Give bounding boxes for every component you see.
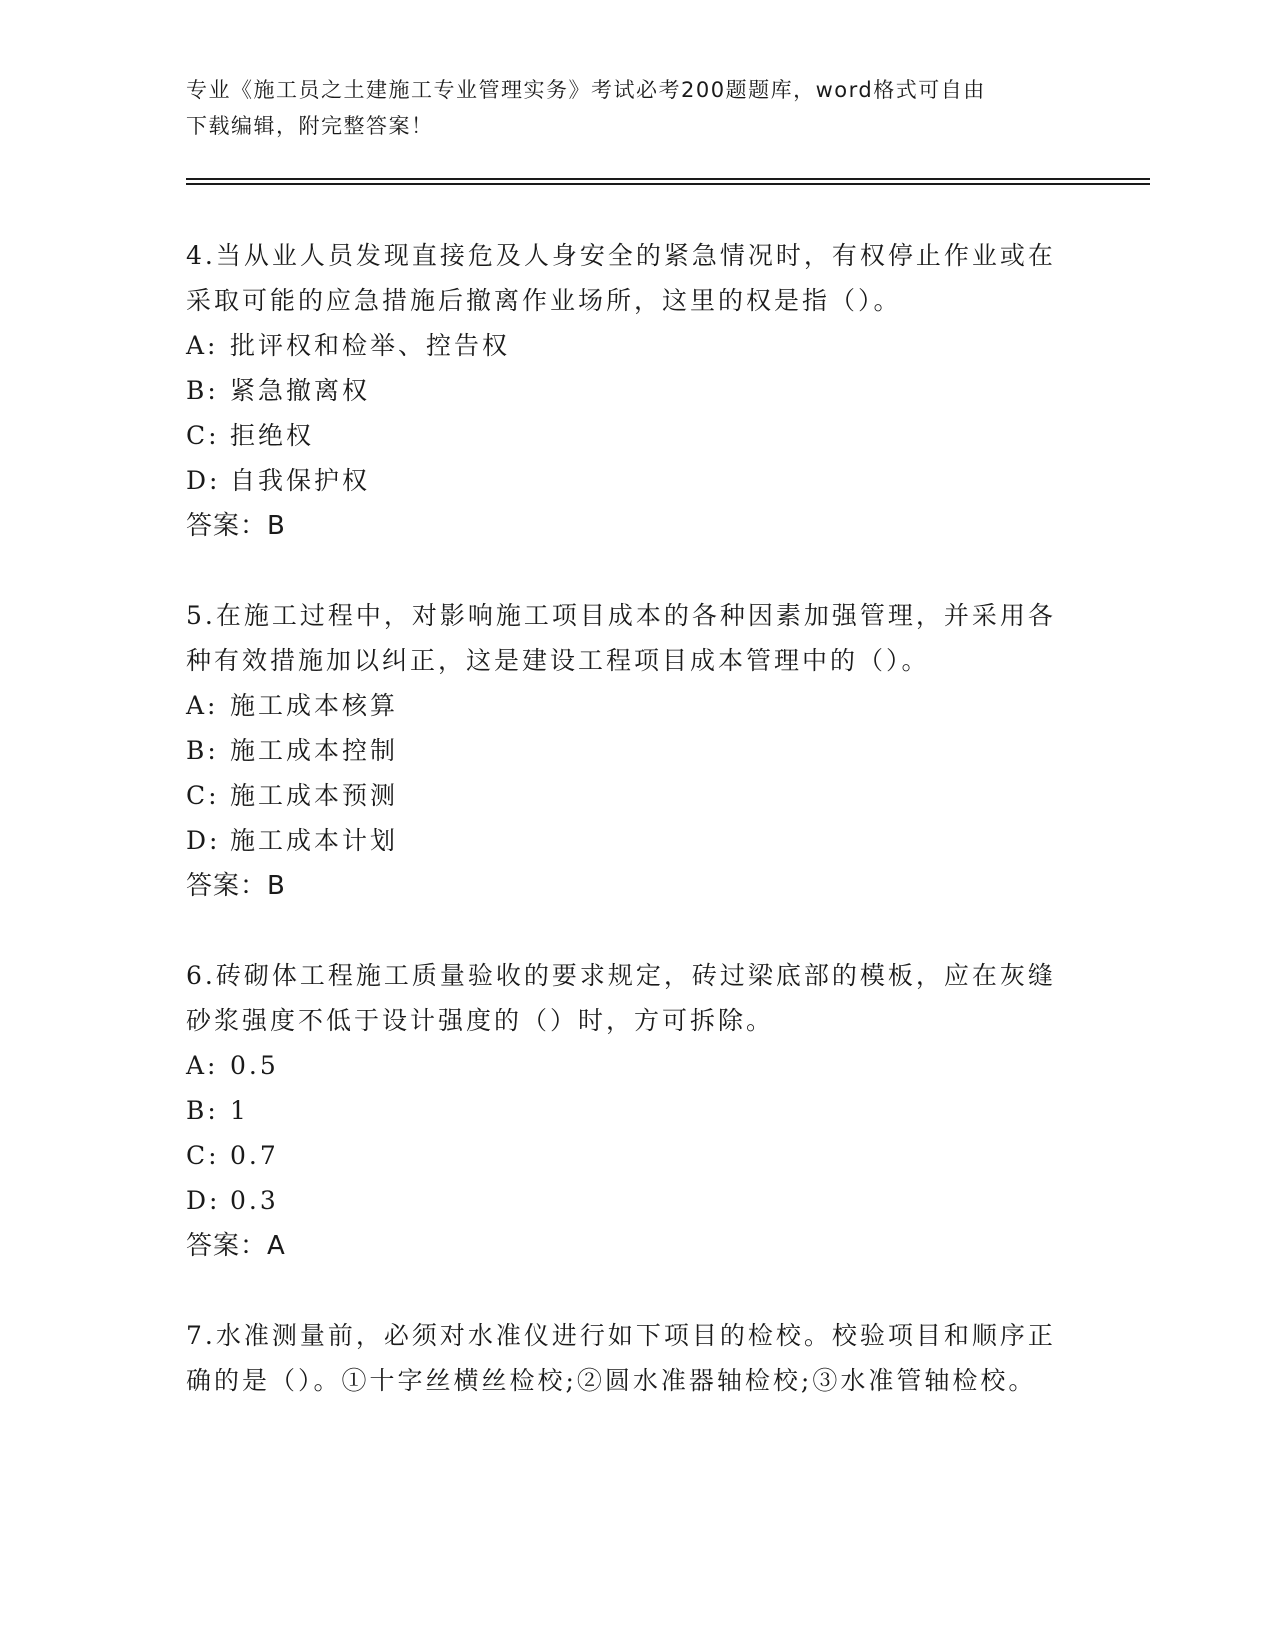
question-text: 5.在施工过程中，对影响施工项目成本的各种因素加强管理，并采用各种有效措施加以纠正，这是建设工程项目成本管理中的（）。 — [186, 601, 1056, 675]
option-text: 1 — [230, 1096, 249, 1125]
option-text: 0.3 — [230, 1186, 279, 1215]
header-title-line-1: 专业《施工员之土建施工专业管理实务》考试必考200题题库，word格式可自由 — [186, 78, 986, 102]
question-7 — [186, 1313, 1056, 1403]
option-text: 施工成本控制 — [230, 736, 399, 765]
option-b — [186, 728, 1056, 773]
answer: 答案：B — [186, 871, 286, 901]
header-divider — [186, 178, 1150, 185]
answer: 答案：B — [186, 511, 286, 541]
option-a — [186, 323, 1056, 368]
option-text: 紧急撤离权 — [230, 376, 371, 405]
option-letter: B: — [186, 376, 219, 405]
document-header — [186, 72, 1066, 144]
option-letter: C: — [186, 1141, 220, 1170]
option-letter: A: — [186, 691, 219, 720]
question-text: 4.当从业人员发现直接危及人身安全的紧急情况时，有权停止作业或在采取可能的应急措施后撤离作业场所，这里的权是指（）。 — [186, 241, 1056, 315]
question-text: 6.砖砌体工程施工质量验收的要求规定，砖过梁底部的模板，应在灰缝砂浆强度不低于设计强度的（）时，方可拆除。 — [186, 961, 1056, 1035]
option-c — [186, 413, 1056, 458]
option-text: 施工成本预测 — [230, 781, 399, 810]
option-d — [186, 1178, 1056, 1223]
option-letter: C: — [186, 421, 220, 450]
answer: 答案：A — [186, 1231, 286, 1261]
option-c — [186, 773, 1056, 818]
option-text: 0.5 — [230, 1051, 279, 1080]
question-6 — [186, 953, 1056, 1270]
option-letter: A: — [186, 331, 219, 360]
option-letter: C: — [186, 781, 220, 810]
option-letter: D: — [186, 466, 221, 495]
option-d — [186, 458, 1056, 503]
option-b — [186, 368, 1056, 413]
question-text: 7.水准测量前，必须对水准仪进行如下项目的检校。校验项目和顺序正确的是（）。①十字丝横丝检校;②圆水准器轴检校;③水准管轴检校。 — [186, 1321, 1056, 1395]
option-a — [186, 1043, 1056, 1088]
option-letter: B: — [186, 1096, 219, 1125]
option-letter: B: — [186, 736, 219, 765]
question-4 — [186, 233, 1056, 550]
option-d — [186, 818, 1056, 863]
question-5 — [186, 593, 1056, 910]
option-a — [186, 683, 1056, 728]
option-letter: A: — [186, 1051, 219, 1080]
question-list — [186, 233, 1056, 1446]
option-b — [186, 1088, 1056, 1133]
option-letter: D: — [186, 1186, 221, 1215]
option-text: 0.7 — [230, 1141, 279, 1170]
option-letter: D: — [186, 826, 221, 855]
option-text: 批评权和检举、控告权 — [230, 331, 511, 360]
option-text: 施工成本核算 — [230, 691, 399, 720]
header-title-line-2: 下载编辑，附完整答案！ — [186, 114, 434, 138]
option-c — [186, 1133, 1056, 1178]
option-text: 拒绝权 — [230, 421, 315, 450]
option-text: 施工成本计划 — [230, 826, 399, 855]
option-text: 自我保护权 — [230, 466, 371, 495]
